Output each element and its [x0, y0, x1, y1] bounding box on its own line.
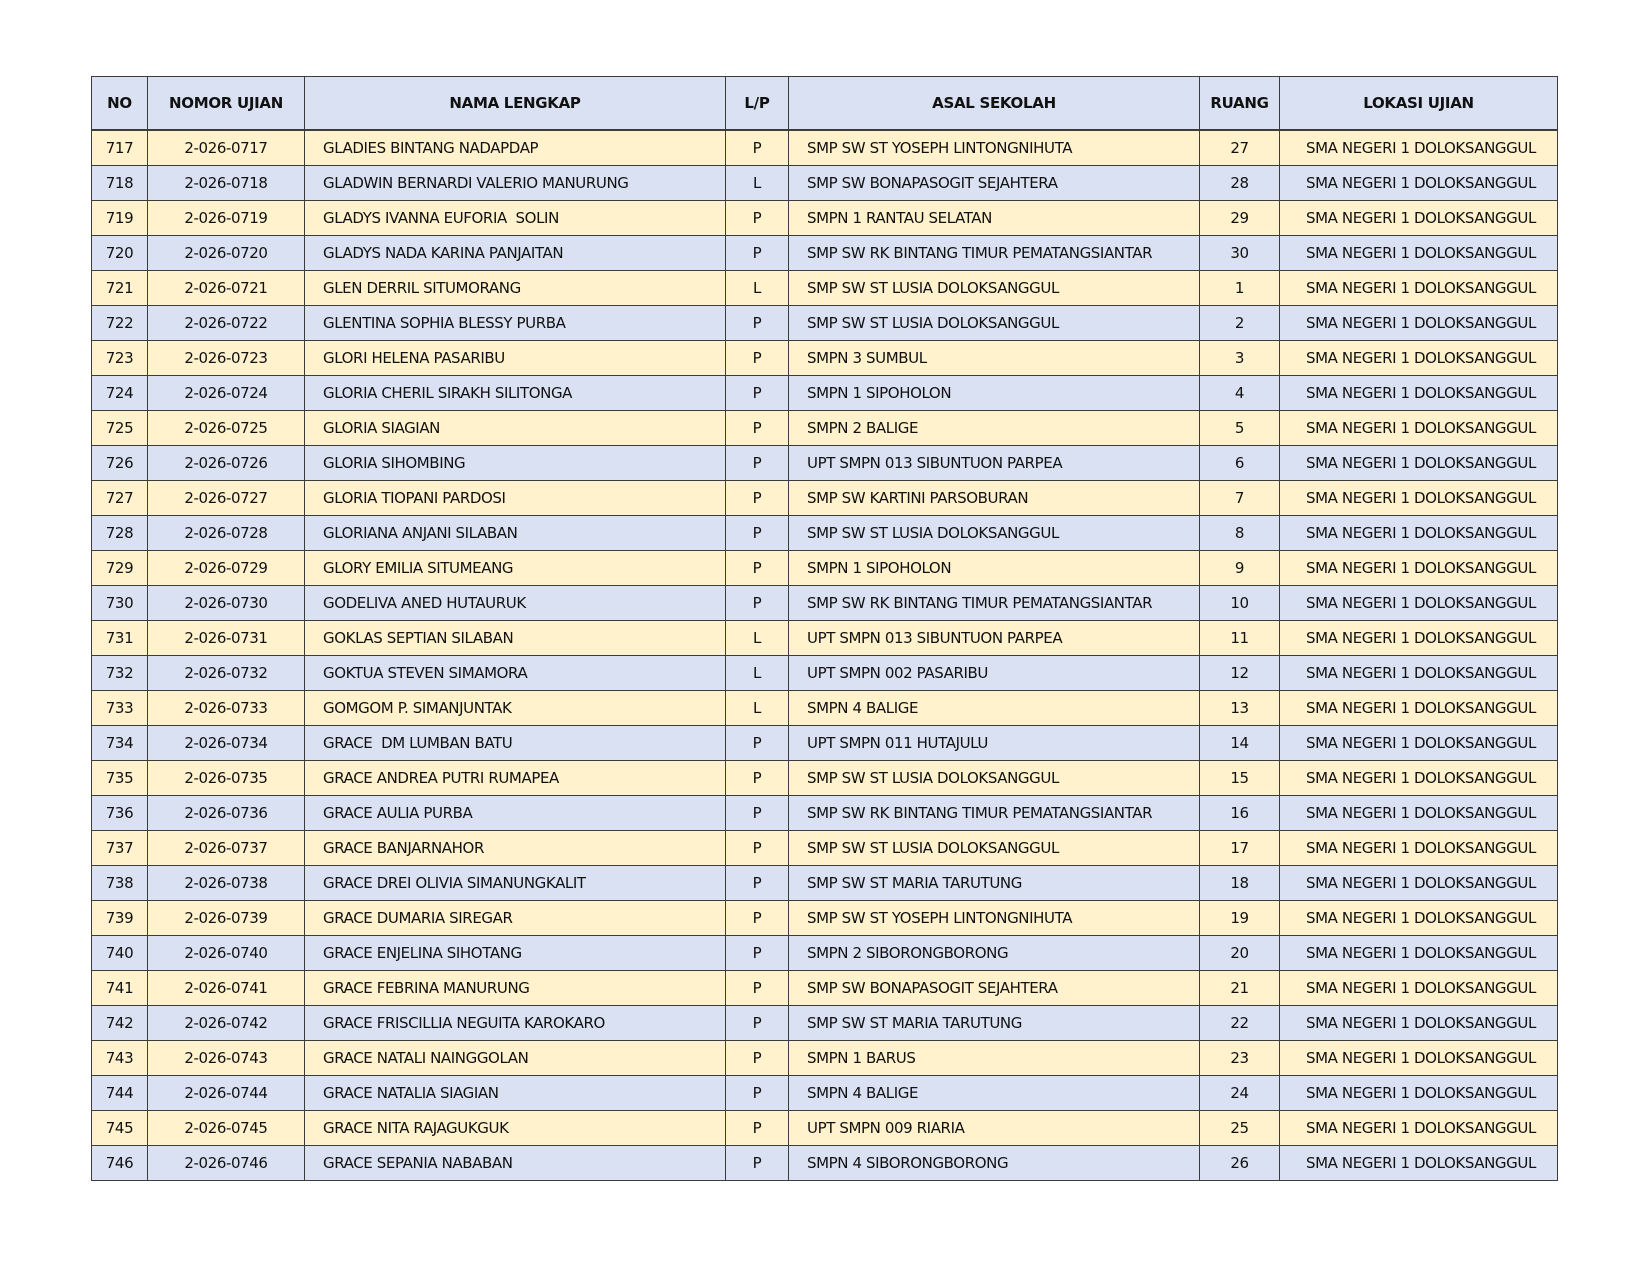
cell-lp: P: [726, 1076, 789, 1111]
header-ruang: RUANG: [1200, 77, 1280, 131]
cell-lokasi-ujian: SMA NEGERI 1 DOLOKSANGGUL: [1280, 866, 1558, 901]
header-row: [92, 77, 1558, 131]
cell-lp: P: [726, 551, 789, 586]
cell-nomor-ujian: 2-026-0724: [148, 376, 305, 411]
cell-lp: P: [726, 936, 789, 971]
cell-nama-lengkap: GRACE BANJARNAHOR: [305, 831, 726, 866]
cell-ruang: 3: [1200, 341, 1280, 376]
cell-asal-sekolah: SMP SW ST LUSIA DOLOKSANGGUL: [789, 306, 1200, 341]
header-lp: L/P: [726, 77, 789, 131]
table-row: [92, 1041, 1558, 1076]
cell-no: 729: [92, 551, 148, 586]
cell-asal-sekolah: SMPN 3 SUMBUL: [789, 341, 1200, 376]
cell-asal-sekolah: SMPN 1 SIPOHOLON: [789, 551, 1200, 586]
table-row: [92, 411, 1558, 446]
cell-asal-sekolah: SMPN 4 SIBORONGBORONG: [789, 1146, 1200, 1181]
cell-lp: P: [726, 901, 789, 936]
cell-asal-sekolah: SMPN 4 BALIGE: [789, 1076, 1200, 1111]
table-row: [92, 306, 1558, 341]
cell-ruang: 23: [1200, 1041, 1280, 1076]
cell-lokasi-ujian: SMA NEGERI 1 DOLOKSANGGUL: [1280, 481, 1558, 516]
cell-lp: L: [726, 621, 789, 656]
cell-nama-lengkap: GLENTINA SOPHIA BLESSY PURBA: [305, 306, 726, 341]
cell-nama-lengkap: GRACE DM LUMBAN BATU: [305, 726, 726, 761]
table-row: [92, 796, 1558, 831]
cell-no: 744: [92, 1076, 148, 1111]
cell-lokasi-ujian: SMA NEGERI 1 DOLOKSANGGUL: [1280, 586, 1558, 621]
participant-table: [91, 76, 1558, 1181]
cell-lokasi-ujian: SMA NEGERI 1 DOLOKSANGGUL: [1280, 1041, 1558, 1076]
table-row: [92, 971, 1558, 1006]
cell-no: 739: [92, 901, 148, 936]
cell-ruang: 15: [1200, 761, 1280, 796]
cell-ruang: 12: [1200, 656, 1280, 691]
cell-lp: P: [726, 586, 789, 621]
table-row: [92, 130, 1558, 166]
cell-lokasi-ujian: SMA NEGERI 1 DOLOKSANGGUL: [1280, 306, 1558, 341]
cell-ruang: 13: [1200, 691, 1280, 726]
cell-asal-sekolah: SMP SW ST LUSIA DOLOKSANGGUL: [789, 761, 1200, 796]
cell-ruang: 10: [1200, 586, 1280, 621]
cell-no: 724: [92, 376, 148, 411]
cell-ruang: 29: [1200, 201, 1280, 236]
cell-nomor-ujian: 2-026-0730: [148, 586, 305, 621]
table-row: [92, 446, 1558, 481]
cell-asal-sekolah: SMPN 1 SIPOHOLON: [789, 376, 1200, 411]
cell-lp: P: [726, 1111, 789, 1146]
table-row: [92, 831, 1558, 866]
cell-no: 738: [92, 866, 148, 901]
cell-ruang: 18: [1200, 866, 1280, 901]
header-lokasi-ujian: LOKASI UJIAN: [1280, 77, 1558, 131]
cell-lokasi-ujian: SMA NEGERI 1 DOLOKSANGGUL: [1280, 271, 1558, 306]
cell-lp: P: [726, 516, 789, 551]
cell-nama-lengkap: GRACE DREI OLIVIA SIMANUNGKALIT: [305, 866, 726, 901]
cell-nama-lengkap: GRACE AULIA PURBA: [305, 796, 726, 831]
cell-asal-sekolah: UPT SMPN 011 HUTAJULU: [789, 726, 1200, 761]
cell-no: 720: [92, 236, 148, 271]
cell-ruang: 20: [1200, 936, 1280, 971]
cell-lokasi-ujian: SMA NEGERI 1 DOLOKSANGGUL: [1280, 656, 1558, 691]
cell-ruang: 2: [1200, 306, 1280, 341]
cell-asal-sekolah: SMPN 1 BARUS: [789, 1041, 1200, 1076]
cell-nama-lengkap: GLORIA CHERIL SIRAKH SILITONGA: [305, 376, 726, 411]
cell-no: 726: [92, 446, 148, 481]
cell-no: 737: [92, 831, 148, 866]
cell-ruang: 24: [1200, 1076, 1280, 1111]
table-row: [92, 481, 1558, 516]
cell-nama-lengkap: GLORI HELENA PASARIBU: [305, 341, 726, 376]
cell-ruang: 30: [1200, 236, 1280, 271]
cell-lp: P: [726, 1146, 789, 1181]
cell-lp: L: [726, 271, 789, 306]
table-body: [92, 130, 1558, 1181]
table-row: [92, 201, 1558, 236]
cell-no: 745: [92, 1111, 148, 1146]
cell-lokasi-ujian: SMA NEGERI 1 DOLOKSANGGUL: [1280, 376, 1558, 411]
cell-lp: P: [726, 866, 789, 901]
cell-lokasi-ujian: SMA NEGERI 1 DOLOKSANGGUL: [1280, 691, 1558, 726]
cell-no: 742: [92, 1006, 148, 1041]
cell-asal-sekolah: SMP SW KARTINI PARSOBURAN: [789, 481, 1200, 516]
cell-ruang: 6: [1200, 446, 1280, 481]
cell-no: 735: [92, 761, 148, 796]
cell-lokasi-ujian: SMA NEGERI 1 DOLOKSANGGUL: [1280, 726, 1558, 761]
cell-no: 727: [92, 481, 148, 516]
cell-asal-sekolah: SMPN 1 RANTAU SELATAN: [789, 201, 1200, 236]
table-row: [92, 726, 1558, 761]
cell-lokasi-ujian: SMA NEGERI 1 DOLOKSANGGUL: [1280, 236, 1558, 271]
cell-no: 725: [92, 411, 148, 446]
cell-nomor-ujian: 2-026-0728: [148, 516, 305, 551]
cell-lp: P: [726, 1041, 789, 1076]
cell-ruang: 7: [1200, 481, 1280, 516]
cell-lp: P: [726, 411, 789, 446]
cell-no: 719: [92, 201, 148, 236]
cell-lokasi-ujian: SMA NEGERI 1 DOLOKSANGGUL: [1280, 971, 1558, 1006]
cell-ruang: 5: [1200, 411, 1280, 446]
cell-nama-lengkap: GLORIA SIHOMBING: [305, 446, 726, 481]
cell-nama-lengkap: GOKTUA STEVEN SIMAMORA: [305, 656, 726, 691]
cell-nomor-ujian: 2-026-0729: [148, 551, 305, 586]
cell-lp: P: [726, 201, 789, 236]
cell-ruang: 8: [1200, 516, 1280, 551]
cell-lp: P: [726, 341, 789, 376]
cell-no: 746: [92, 1146, 148, 1181]
cell-no: 732: [92, 656, 148, 691]
cell-nama-lengkap: GRACE SEPANIA NABABAN: [305, 1146, 726, 1181]
cell-nama-lengkap: GRACE ANDREA PUTRI RUMAPEA: [305, 761, 726, 796]
table-row: [92, 866, 1558, 901]
table-row: [92, 166, 1558, 201]
header-no: NO: [92, 77, 148, 131]
cell-no: 718: [92, 166, 148, 201]
cell-nama-lengkap: GLEN DERRIL SITUMORANG: [305, 271, 726, 306]
cell-no: 728: [92, 516, 148, 551]
cell-lp: P: [726, 481, 789, 516]
cell-lp: P: [726, 306, 789, 341]
cell-asal-sekolah: UPT SMPN 009 RIARIA: [789, 1111, 1200, 1146]
cell-nomor-ujian: 2-026-0718: [148, 166, 305, 201]
cell-asal-sekolah: SMP SW BONAPASOGIT SEJAHTERA: [789, 971, 1200, 1006]
cell-no: 723: [92, 341, 148, 376]
cell-lokasi-ujian: SMA NEGERI 1 DOLOKSANGGUL: [1280, 901, 1558, 936]
cell-nama-lengkap: GLADYS IVANNA EUFORIA SOLIN: [305, 201, 726, 236]
cell-lp: P: [726, 831, 789, 866]
cell-asal-sekolah: UPT SMPN 013 SIBUNTUON PARPEA: [789, 621, 1200, 656]
cell-nomor-ujian: 2-026-0720: [148, 236, 305, 271]
cell-nama-lengkap: GRACE NATALIA SIAGIAN: [305, 1076, 726, 1111]
table-row: [92, 516, 1558, 551]
cell-no: 730: [92, 586, 148, 621]
cell-ruang: 28: [1200, 166, 1280, 201]
cell-lp: P: [726, 796, 789, 831]
cell-nama-lengkap: GRACE DUMARIA SIREGAR: [305, 901, 726, 936]
cell-nama-lengkap: GLADYS NADA KARINA PANJAITAN: [305, 236, 726, 271]
cell-lp: P: [726, 971, 789, 1006]
cell-no: 741: [92, 971, 148, 1006]
cell-nama-lengkap: GLORY EMILIA SITUMEANG: [305, 551, 726, 586]
table-row: [92, 341, 1558, 376]
cell-ruang: 19: [1200, 901, 1280, 936]
cell-nama-lengkap: GLORIA TIOPANI PARDOSI: [305, 481, 726, 516]
cell-ruang: 9: [1200, 551, 1280, 586]
cell-ruang: 11: [1200, 621, 1280, 656]
cell-lp: P: [726, 1006, 789, 1041]
cell-nama-lengkap: GRACE FEBRINA MANURUNG: [305, 971, 726, 1006]
cell-lokasi-ujian: SMA NEGERI 1 DOLOKSANGGUL: [1280, 446, 1558, 481]
cell-lokasi-ujian: SMA NEGERI 1 DOLOKSANGGUL: [1280, 621, 1558, 656]
cell-asal-sekolah: UPT SMPN 002 PASARIBU: [789, 656, 1200, 691]
cell-nomor-ujian: 2-026-0731: [148, 621, 305, 656]
cell-nomor-ujian: 2-026-0717: [148, 130, 305, 166]
table-row: [92, 901, 1558, 936]
cell-asal-sekolah: SMP SW RK BINTANG TIMUR PEMATANGSIANTAR: [789, 586, 1200, 621]
cell-no: 722: [92, 306, 148, 341]
cell-nomor-ujian: 2-026-0738: [148, 866, 305, 901]
cell-nomor-ujian: 2-026-0726: [148, 446, 305, 481]
cell-nama-lengkap: GRACE FRISCILLIA NEGUITA KAROKARO: [305, 1006, 726, 1041]
cell-no: 736: [92, 796, 148, 831]
cell-asal-sekolah: SMP SW ST LUSIA DOLOKSANGGUL: [789, 516, 1200, 551]
table-row: [92, 1146, 1558, 1181]
cell-nama-lengkap: GRACE ENJELINA SIHOTANG: [305, 936, 726, 971]
cell-ruang: 22: [1200, 1006, 1280, 1041]
cell-no: 733: [92, 691, 148, 726]
cell-nama-lengkap: GOMGOM P. SIMANJUNTAK: [305, 691, 726, 726]
cell-lp: L: [726, 691, 789, 726]
cell-asal-sekolah: SMP SW ST YOSEPH LINTONGNIHUTA: [789, 130, 1200, 166]
cell-nama-lengkap: GLADIES BINTANG NADAPDAP: [305, 130, 726, 166]
cell-lp: P: [726, 446, 789, 481]
cell-lokasi-ujian: SMA NEGERI 1 DOLOKSANGGUL: [1280, 166, 1558, 201]
cell-lokasi-ujian: SMA NEGERI 1 DOLOKSANGGUL: [1280, 411, 1558, 446]
cell-ruang: 21: [1200, 971, 1280, 1006]
cell-ruang: 1: [1200, 271, 1280, 306]
cell-nomor-ujian: 2-026-0727: [148, 481, 305, 516]
cell-lokasi-ujian: SMA NEGERI 1 DOLOKSANGGUL: [1280, 796, 1558, 831]
cell-lokasi-ujian: SMA NEGERI 1 DOLOKSANGGUL: [1280, 516, 1558, 551]
table-row: [92, 271, 1558, 306]
cell-no: 734: [92, 726, 148, 761]
cell-lokasi-ujian: SMA NEGERI 1 DOLOKSANGGUL: [1280, 1111, 1558, 1146]
table-row: [92, 691, 1558, 726]
header-asal-sekolah: ASAL SEKOLAH: [789, 77, 1200, 131]
cell-nomor-ujian: 2-026-0721: [148, 271, 305, 306]
cell-ruang: 26: [1200, 1146, 1280, 1181]
table-row: [92, 656, 1558, 691]
cell-ruang: 25: [1200, 1111, 1280, 1146]
cell-nomor-ujian: 2-026-0739: [148, 901, 305, 936]
cell-nama-lengkap: GODELIVA ANED HUTAURUK: [305, 586, 726, 621]
cell-nomor-ujian: 2-026-0742: [148, 1006, 305, 1041]
cell-no: 721: [92, 271, 148, 306]
cell-asal-sekolah: SMP SW ST LUSIA DOLOKSANGGUL: [789, 271, 1200, 306]
cell-nomor-ujian: 2-026-0734: [148, 726, 305, 761]
cell-no: 717: [92, 130, 148, 166]
cell-lp: P: [726, 130, 789, 166]
cell-asal-sekolah: SMPN 2 BALIGE: [789, 411, 1200, 446]
cell-nama-lengkap: GOKLAS SEPTIAN SILABAN: [305, 621, 726, 656]
cell-no: 731: [92, 621, 148, 656]
header-nama-lengkap: NAMA LENGKAP: [305, 77, 726, 131]
cell-asal-sekolah: SMP SW ST YOSEPH LINTONGNIHUTA: [789, 901, 1200, 936]
cell-ruang: 4: [1200, 376, 1280, 411]
cell-lokasi-ujian: SMA NEGERI 1 DOLOKSANGGUL: [1280, 1006, 1558, 1041]
cell-nama-lengkap: GRACE NATALI NAINGGOLAN: [305, 1041, 726, 1076]
cell-nomor-ujian: 2-026-0735: [148, 761, 305, 796]
cell-nomor-ujian: 2-026-0745: [148, 1111, 305, 1146]
cell-nomor-ujian: 2-026-0722: [148, 306, 305, 341]
table-row: [92, 236, 1558, 271]
table-row: [92, 1076, 1558, 1111]
cell-asal-sekolah: SMP SW BONAPASOGIT SEJAHTERA: [789, 166, 1200, 201]
cell-nomor-ujian: 2-026-0737: [148, 831, 305, 866]
cell-lp: P: [726, 726, 789, 761]
table-row: [92, 761, 1558, 796]
cell-asal-sekolah: SMP SW ST MARIA TARUTUNG: [789, 1006, 1200, 1041]
cell-nomor-ujian: 2-026-0723: [148, 341, 305, 376]
cell-asal-sekolah: UPT SMPN 013 SIBUNTUON PARPEA: [789, 446, 1200, 481]
cell-ruang: 17: [1200, 831, 1280, 866]
cell-lp: P: [726, 236, 789, 271]
cell-nomor-ujian: 2-026-0743: [148, 1041, 305, 1076]
cell-asal-sekolah: SMP SW ST MARIA TARUTUNG: [789, 866, 1200, 901]
header-nomor-ujian: NOMOR UJIAN: [148, 77, 305, 131]
cell-lp: L: [726, 656, 789, 691]
table-row: [92, 551, 1558, 586]
cell-nomor-ujian: 2-026-0741: [148, 971, 305, 1006]
table-header: [92, 77, 1558, 131]
cell-nomor-ujian: 2-026-0725: [148, 411, 305, 446]
cell-lokasi-ujian: SMA NEGERI 1 DOLOKSANGGUL: [1280, 130, 1558, 166]
cell-nama-lengkap: GLORIA SIAGIAN: [305, 411, 726, 446]
cell-ruang: 16: [1200, 796, 1280, 831]
cell-no: 740: [92, 936, 148, 971]
cell-lokasi-ujian: SMA NEGERI 1 DOLOKSANGGUL: [1280, 761, 1558, 796]
cell-lokasi-ujian: SMA NEGERI 1 DOLOKSANGGUL: [1280, 936, 1558, 971]
cell-nama-lengkap: GRACE NITA RAJAGUKGUK: [305, 1111, 726, 1146]
cell-no: 743: [92, 1041, 148, 1076]
table-row: [92, 586, 1558, 621]
cell-nomor-ujian: 2-026-0746: [148, 1146, 305, 1181]
table-row: [92, 376, 1558, 411]
cell-lokasi-ujian: SMA NEGERI 1 DOLOKSANGGUL: [1280, 831, 1558, 866]
cell-lokasi-ujian: SMA NEGERI 1 DOLOKSANGGUL: [1280, 1146, 1558, 1181]
cell-asal-sekolah: SMPN 2 SIBORONGBORONG: [789, 936, 1200, 971]
cell-nomor-ujian: 2-026-0732: [148, 656, 305, 691]
cell-asal-sekolah: SMP SW ST LUSIA DOLOKSANGGUL: [789, 831, 1200, 866]
cell-nomor-ujian: 2-026-0719: [148, 201, 305, 236]
cell-lokasi-ujian: SMA NEGERI 1 DOLOKSANGGUL: [1280, 551, 1558, 586]
cell-ruang: 27: [1200, 130, 1280, 166]
table-row: [92, 936, 1558, 971]
cell-lp: P: [726, 376, 789, 411]
cell-asal-sekolah: SMP SW RK BINTANG TIMUR PEMATANGSIANTAR: [789, 796, 1200, 831]
cell-lokasi-ujian: SMA NEGERI 1 DOLOKSANGGUL: [1280, 201, 1558, 236]
table-row: [92, 1006, 1558, 1041]
cell-nomor-ujian: 2-026-0736: [148, 796, 305, 831]
cell-nomor-ujian: 2-026-0733: [148, 691, 305, 726]
cell-ruang: 14: [1200, 726, 1280, 761]
cell-nomor-ujian: 2-026-0744: [148, 1076, 305, 1111]
cell-asal-sekolah: SMP SW RK BINTANG TIMUR PEMATANGSIANTAR: [789, 236, 1200, 271]
table-row: [92, 621, 1558, 656]
cell-nomor-ujian: 2-026-0740: [148, 936, 305, 971]
cell-lokasi-ujian: SMA NEGERI 1 DOLOKSANGGUL: [1280, 1076, 1558, 1111]
cell-lp: L: [726, 166, 789, 201]
cell-lp: P: [726, 761, 789, 796]
cell-lokasi-ujian: SMA NEGERI 1 DOLOKSANGGUL: [1280, 341, 1558, 376]
cell-asal-sekolah: SMPN 4 BALIGE: [789, 691, 1200, 726]
table-row: [92, 1111, 1558, 1146]
cell-nama-lengkap: GLADWIN BERNARDI VALERIO MANURUNG: [305, 166, 726, 201]
cell-nama-lengkap: GLORIANA ANJANI SILABAN: [305, 516, 726, 551]
